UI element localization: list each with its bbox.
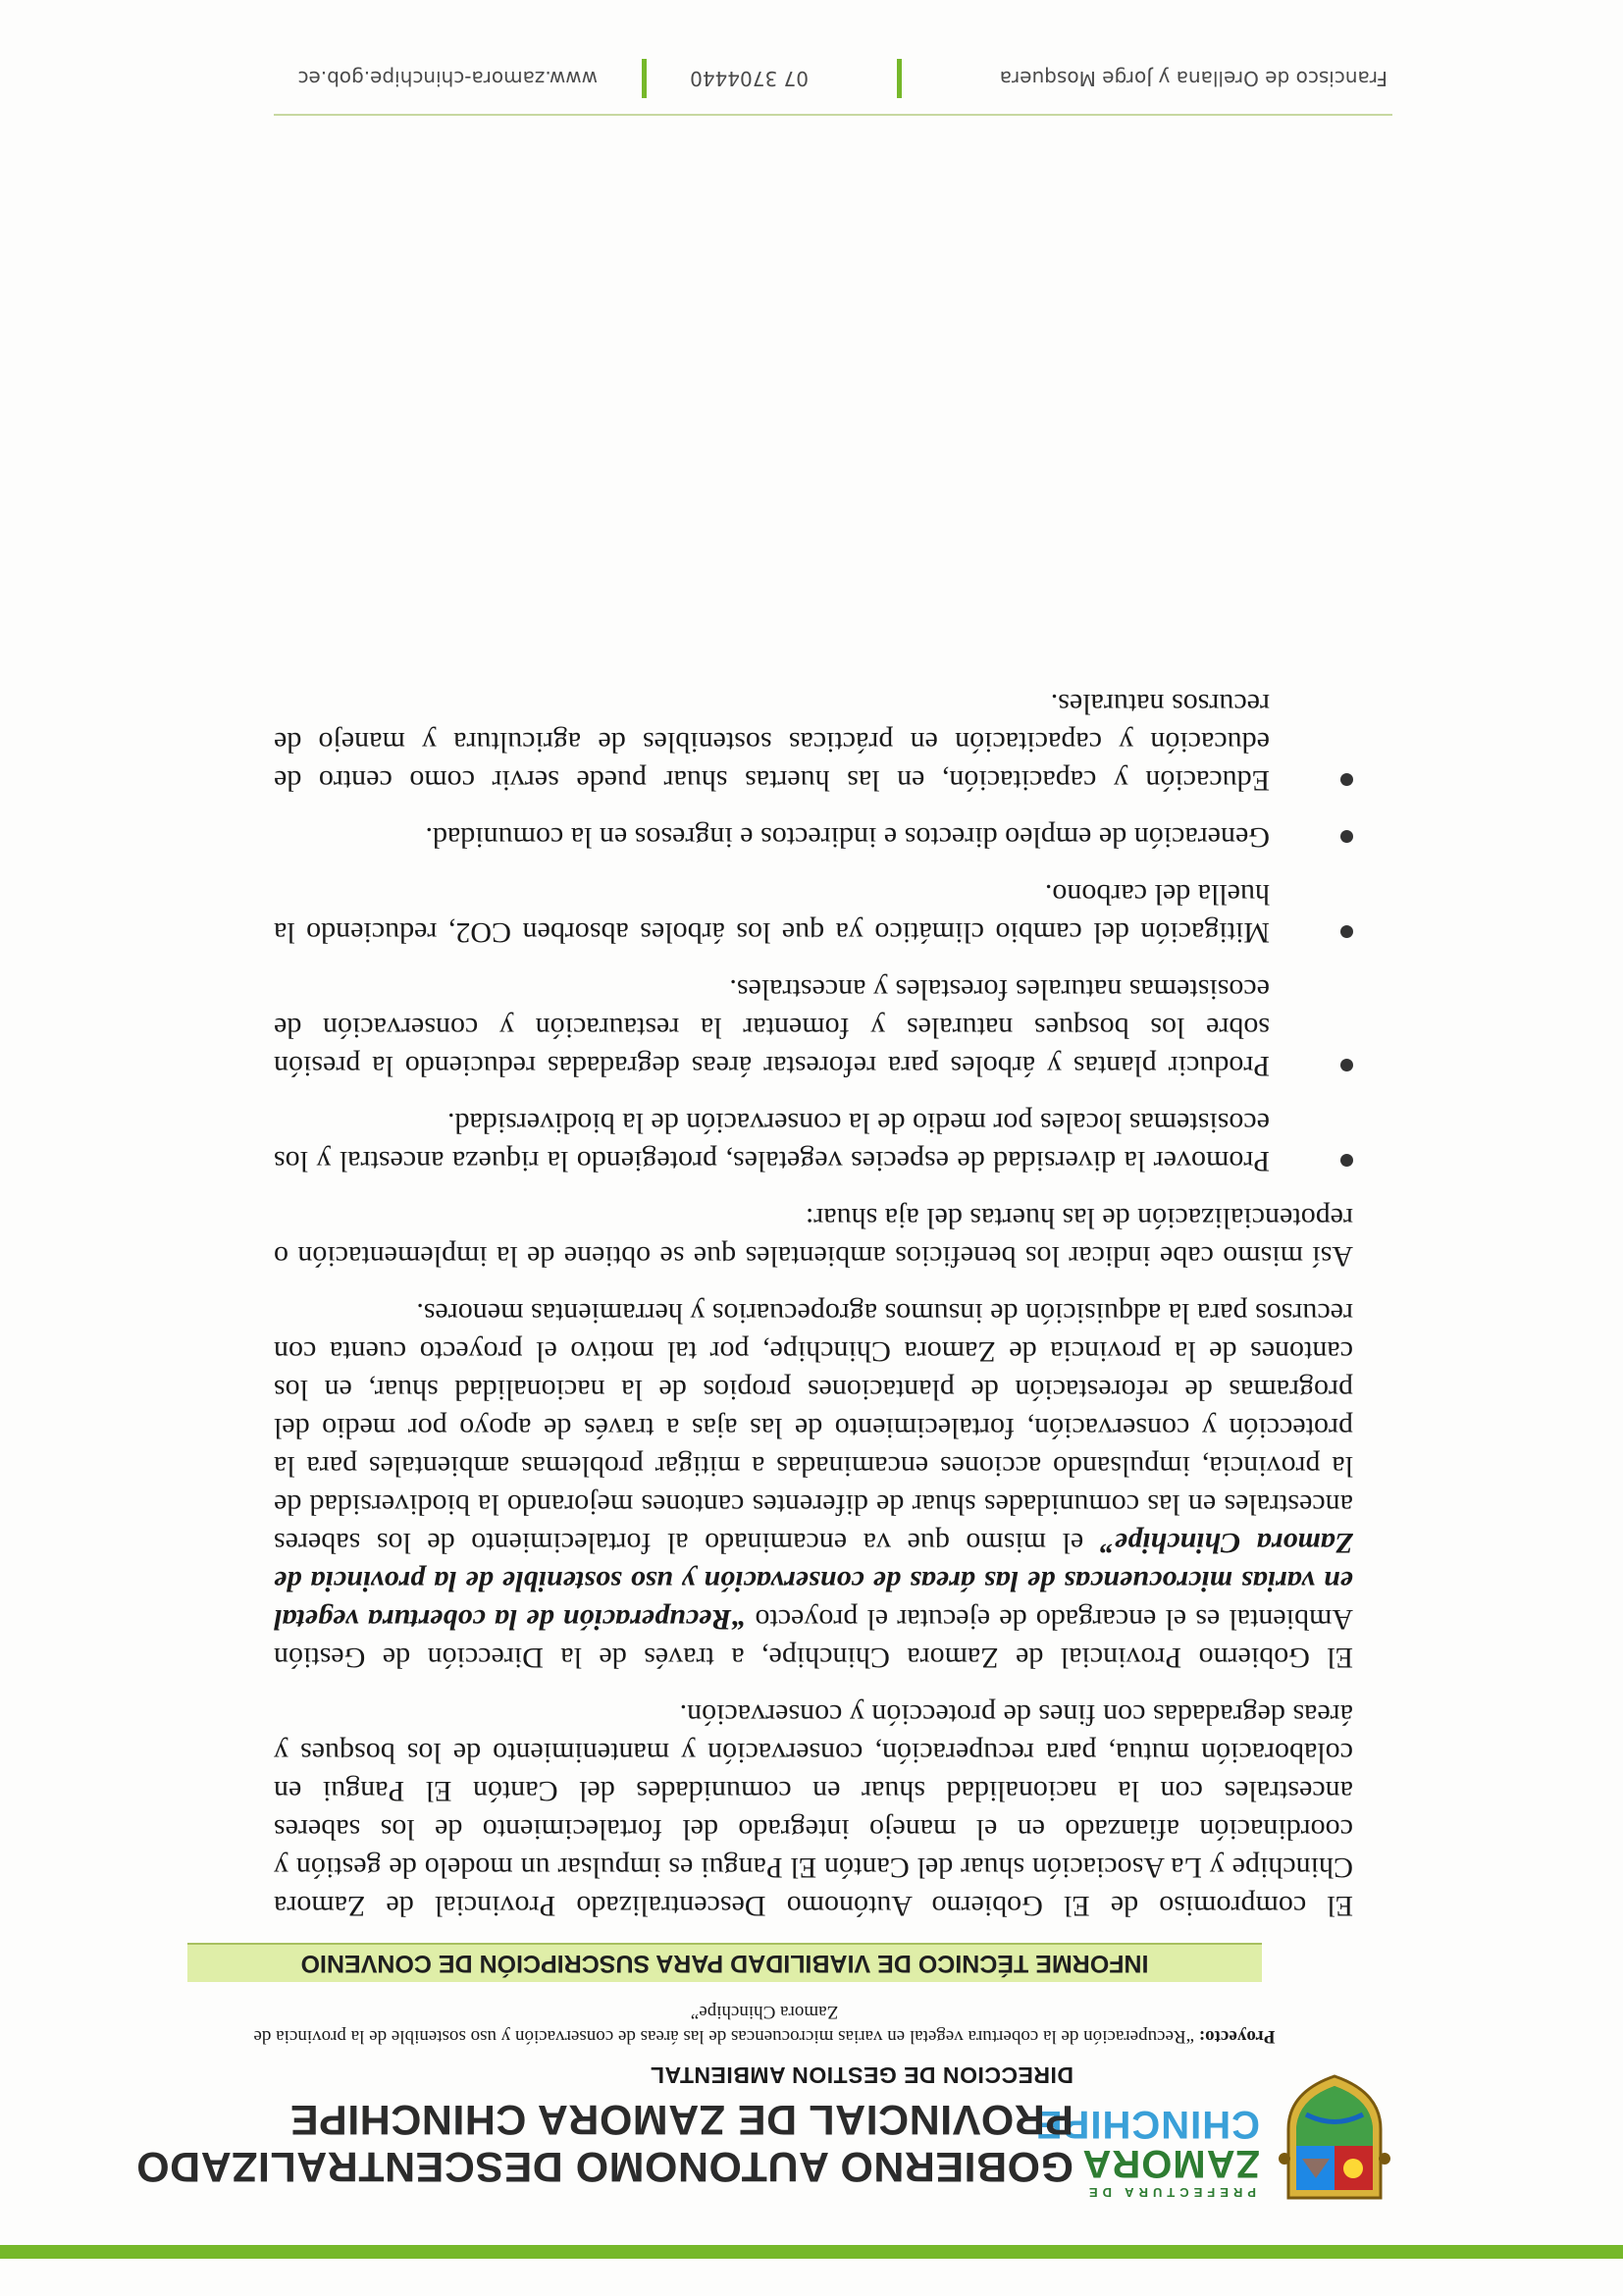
paragraph-project-title: “Recuperación de la cobertura vegetal en varias microcuencas de las áreas de conservación y uso sostenible de la provincia de Zamora Chinchipe” bbox=[274, 1527, 1353, 1636]
header-green-band bbox=[0, 2245, 1623, 2259]
list-item bbox=[274, 1104, 1353, 1180]
bullet-icon bbox=[1340, 1154, 1353, 1167]
logo-chinchipe-text: CHINCHIPE bbox=[1034, 2103, 1260, 2146]
list-item bbox=[274, 818, 1353, 857]
prefectura-logo bbox=[1034, 2082, 1260, 2200]
institution-title bbox=[135, 2096, 1073, 2190]
list-item-text: Educación y capacitación, en las huertas shuar puede servir como centro de educación y capacitación en prácticas sostenibles de agricultura y manejo de recursos naturales. bbox=[274, 688, 1270, 797]
report-title-banner: INFORME TÉCNICO DE VIABILIDAD PARA SUSCRIPCIÓN DE CONVENIO bbox=[187, 1943, 1262, 1982]
list-item-text: Promover la diversidad de especies vegetales, protegiendo la riqueza ancestral y los ecosistemas locales por medio de la conservación de la biodiversidad. bbox=[274, 1107, 1270, 1177]
footer-separator bbox=[642, 59, 647, 98]
institution-title-line2: PROVINCIAL DE ZAMORA CHINCHIPE bbox=[289, 2096, 1073, 2143]
list-item bbox=[274, 875, 1353, 952]
paragraph-benefits-intro: Así mismo cabe indicar los beneficios ambientales que se obtiene de la implementación o repotencialización de las huertas del aja shuar: bbox=[274, 1202, 1353, 1273]
paragraph-commitment: El compromiso de El Gobierno Autónomo Descentralizado Provincial de Zamora Chinchipe y La Asociación shuar del Cantón El Pangui es impulsar un modelo de gestión y coordinación afianzado en el manejo integrado del fortalecimiento de los saberes ancestrales con la nacionalidad shuar en comunidades del Cantón El Pangui en colaboración mutua, para recuperación, conservación y mantenimiento de los bosques y áreas degradadas con fines de protección y conservación. bbox=[274, 1698, 1353, 1922]
footer-address: Francisco de Orellana y Jorge Mosquera bbox=[999, 67, 1387, 90]
footer-separator bbox=[897, 59, 902, 98]
paragraph-project bbox=[274, 1294, 1353, 1677]
bullet-icon bbox=[1340, 830, 1353, 843]
project-heading bbox=[235, 2000, 1294, 2049]
page-footer bbox=[269, 59, 1387, 98]
footer-divider bbox=[274, 114, 1392, 116]
list-item-text: Mitigación del cambio climático ya que los árboles absorben CO2, reduciendo la huella del carbono. bbox=[274, 878, 1270, 949]
footer-website: www.zamora-chinchipe.gob.ec bbox=[297, 67, 598, 90]
paragraph-project-intro: El Gobierno Provincial de Zamora Chinchipe, a través de la Dirección de Gestión Ambiental es el encargado de ejecutar el proyecto bbox=[274, 1603, 1353, 1674]
project-label: Proyecto: bbox=[1198, 2026, 1276, 2047]
list-item-text: Producir plantas y árboles para reforestar áreas degradadas reduciendo la presión sobre los bosques naturales y fomentar la restauración y conservación de ecosistemas naturales forestales y ancestrales. bbox=[274, 973, 1270, 1082]
provincial-crest-icon bbox=[1277, 2072, 1392, 2208]
logo-small-text: PREFECTURA DE bbox=[1083, 2185, 1256, 2200]
paragraph-project-rest: el mismo que va encaminado al fortalecimiento de los saberes ancestrales en las comunidades shuar de diferentes cantones mejorando la biodiversidad de la provincia, impulsando acciones encaminadas a mitigar problemas ambientales para la protección y conservación, fortalecimiento de las ajas a través de apoyo por medio del programas de reforestación de plantaciones propios de la nacionalidad shuar, en los cantones de la provincia de Zamora Chinchipe, por tal motivo el proyecto cuenta con recursos para la adquisición de insumos agropecuarios y herramientas menores. bbox=[273, 1297, 1353, 1559]
institution-title-line1: GOBIERNO AUTONOMO DESCENTRALIZADO bbox=[135, 2143, 1073, 2190]
direction-name: DIRECCION DE GESTION AMBIENTAL bbox=[650, 2062, 1073, 2088]
logo-zamora-text: ZAMORA bbox=[1081, 2142, 1260, 2185]
list-item-text: Generación de empleo directos e indirectos e ingresos en la comunidad. bbox=[425, 821, 1270, 854]
project-name: “Recuperación de la cobertura vegetal en varias microcuencas de las áreas de conservación y uso sostenible de la provincia de Zamora Chinchipe” bbox=[253, 2002, 1195, 2047]
list-item bbox=[274, 685, 1353, 800]
bullet-icon bbox=[1340, 773, 1353, 786]
footer-phone: 07 3704440 bbox=[690, 67, 809, 90]
document-body bbox=[274, 666, 1353, 1925]
bullet-icon bbox=[1340, 1059, 1353, 1071]
bullet-icon bbox=[1340, 925, 1353, 938]
list-item bbox=[274, 970, 1353, 1085]
benefits-list bbox=[274, 685, 1353, 1180]
